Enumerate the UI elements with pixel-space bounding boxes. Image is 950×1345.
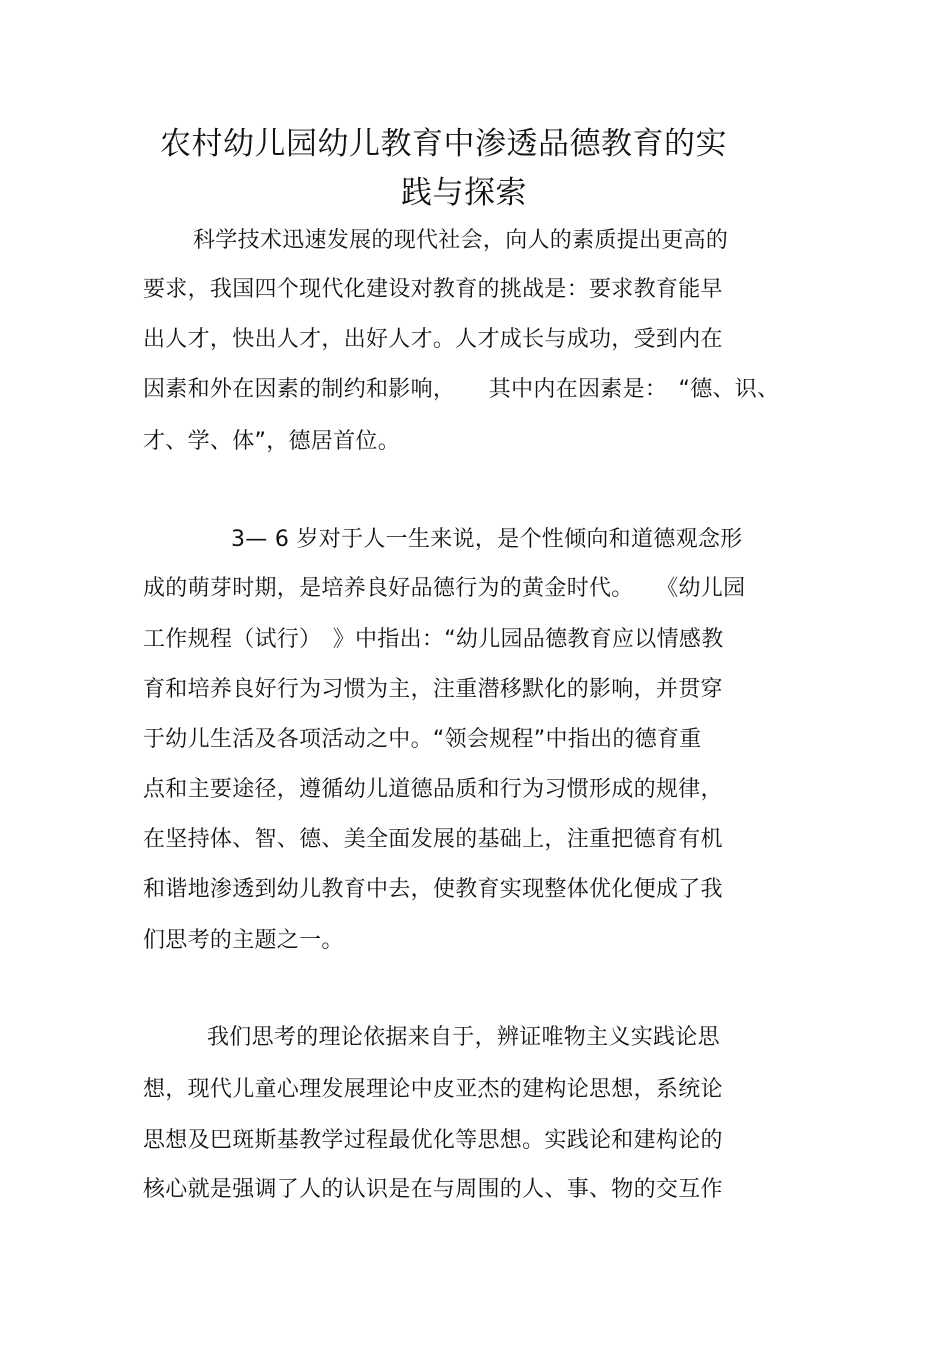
paragraph-2-line-4: 育和培养良好行为习惯为主，注重潜移默化的影响，并贯穿 <box>143 677 723 702</box>
paragraph-1-line-4: 因素和外在因素的制约和影响， 其中内在因素是： “德、识、 <box>143 377 780 402</box>
paragraph-1-line-1: 科学技术迅速发展的现代社会，向人的素质提出更高的 <box>193 228 729 253</box>
paragraph-3-line-3: 思想及巴斑斯基教学过程最优化等思想。实践论和建构论的 <box>143 1128 723 1153</box>
paragraph-3-line-2: 想，现代儿童心理发展理论中皮亚杰的建构论思想，系统论 <box>143 1077 723 1102</box>
paragraph-1-line-2: 要求，我国四个现代化建设对教育的挑战是：要求教育能早 <box>143 277 723 302</box>
paragraph-2-line-9: 们思考的主题之一。 <box>143 928 344 953</box>
paragraph-3-line-4: 核心就是强调了人的认识是在与周围的人、事、物的交互作 <box>143 1177 723 1202</box>
paragraph-2-line-7: 在坚持体、智、德、美全面发展的基础上，注重把德育有机 <box>143 827 723 852</box>
paragraph-1-line-3: 出人才，快出人才，出好人才。人才成长与成功，受到内在 <box>143 327 723 352</box>
paragraph-2-line-2: 成的萌芽时期，是培养良好品德行为的黄金时代。 《幼儿园 <box>143 576 746 601</box>
paragraph-2-line-8: 和谐地渗透到幼儿教育中去，使教育实现整体优化便成了我 <box>143 877 723 902</box>
document-title-line-1: 农村幼儿园幼儿教育中渗透品德教育的实 <box>160 126 727 162</box>
paragraph-2-line-3: 工作规程（试行） 》中指出：“幼儿园品德教育应以情感教 <box>143 627 724 652</box>
paragraph-3-line-1: 我们思考的理论依据来自于，辨证唯物主义实践论思 <box>207 1025 720 1050</box>
document-title-line-2: 践与探索 <box>401 175 527 211</box>
paragraph-1-line-5: 才、学、体”，德居首位。 <box>143 429 400 454</box>
paragraph-2-line-6: 点和主要途径，遵循幼儿道德品质和行为习惯形成的规律， <box>143 777 723 802</box>
paragraph-2-line-5: 于幼儿生活及各项活动之中。“领会规程”中指出的德育重 <box>143 727 702 752</box>
paragraph-2-line-1: 3— 6 岁对于人一生来说，是个性倾向和道德观念形 <box>231 527 743 552</box>
